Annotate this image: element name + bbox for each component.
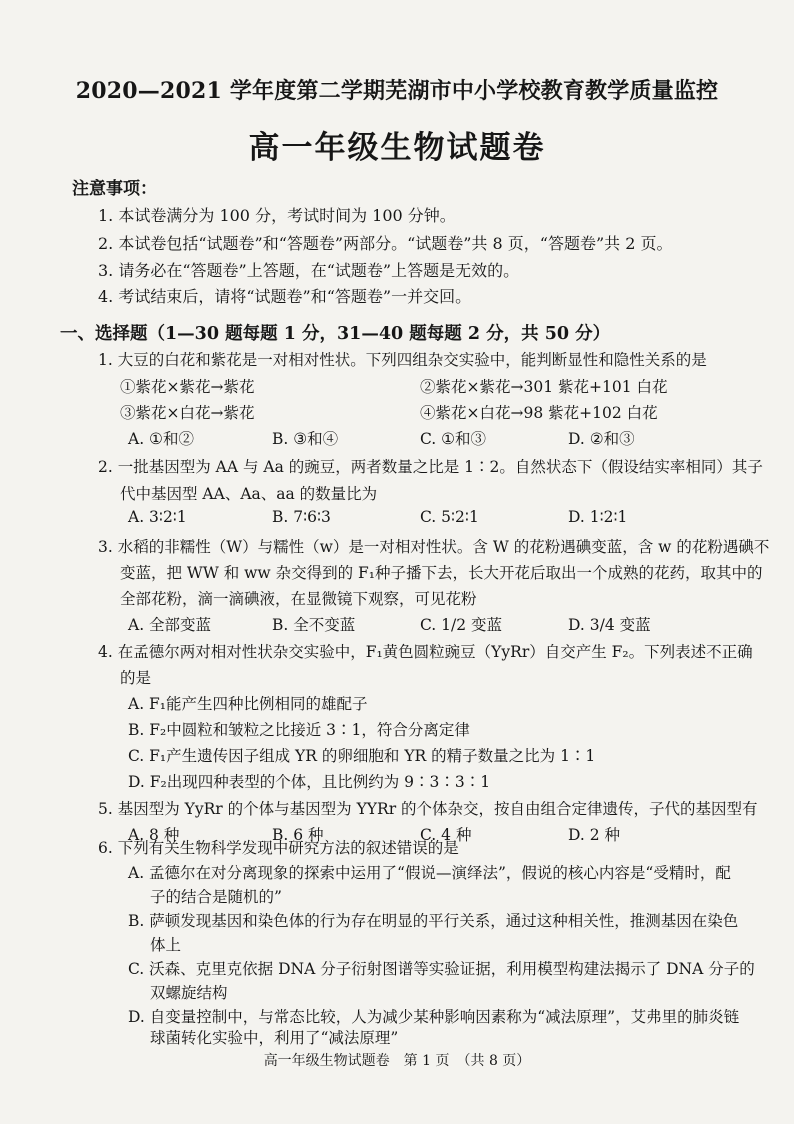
q6-option-d-line2: 球菌转化实验中，利用了“减法原理” (150, 1029, 399, 1047)
q1-option-b: B. ③和④ (272, 430, 339, 448)
q4-stem-line1: 4. 在孟德尔两对相对性状杂交实验中，F₁黄色圆粒豌豆（YyRr）自交产生 F₂。下列表述不正确 (98, 643, 753, 661)
section-title: 一、选择题（1—30 题每题 1 分，31—40 题每题 2 分，共 50 分） (60, 324, 611, 344)
exam-title-line2: 高一年级生物试题卷 (248, 130, 546, 166)
q2-stem-line2: 代中基因型 AA、Aa、aa 的数量比为 (120, 485, 378, 503)
q1-stem: 1. 大豆的白花和紫花是一对相对性状。下列四组杂交实验中，能判断显性和隐性关系的是 (98, 351, 707, 369)
q5-option-c: C. 4 种 (420, 826, 472, 844)
notes-heading: 注意事项： (72, 179, 157, 199)
q2-option-c: C. 5∶2∶1 (420, 508, 479, 526)
q5-option-a: A. 8 种 (128, 826, 180, 844)
q6-option-b-line2: 体上 (150, 936, 182, 954)
q1-option-a: A. ①和② (128, 430, 194, 448)
q2-option-d: D. 1∶2∶1 (568, 508, 628, 526)
q3-option-a: A. 全部变蓝 (128, 616, 212, 634)
q5-stem: 5. 基因型为 YyRr 的个体与基因型为 YYRr 的个体杂交，按自由组合定律遗传，子代的基因型有 (98, 800, 758, 818)
q6-option-b-line1: B. 萨顿发现基因和染色体的行为存在明显的平行关系，通过这种相关性，推测基因在染色 (128, 912, 739, 930)
q4-option-d: D. F₂出现四种表型的个体，且比例约为 9∶3∶3∶1 (128, 773, 491, 791)
q6-stem: 6. 下列有关生物科学发现中研究方法的叙述错误的是 (98, 839, 459, 857)
exam-title-line1: 2020—2021 学年度第二学期芜湖市中小学校教育教学质量监控 (75, 78, 719, 104)
q6-option-c-line1: C. 沃森、克里克依据 DNA 分子衍射图谱等实验证据，利用模型构建法揭示了 DNA 分子的 (128, 960, 755, 978)
q2-option-b: B. 7∶6∶3 (272, 508, 331, 526)
q1-experiment-1: ①紫花×紫花→紫花 (120, 378, 255, 396)
q5-option-b: B. 6 种 (272, 826, 324, 844)
page-footer: 高一年级生物试题卷 第 1 页 （共 8 页） (263, 1053, 531, 1069)
q1-experiment-4: ④紫花×白花→98 紫花+102 白花 (420, 404, 658, 422)
q1-option-d: D. ②和③ (568, 430, 635, 448)
q6-option-d-line1: D. 自变量控制中，与常态比较，人为减少某种影响因素称为“减法原理”，艾弗里的肺炎链 (128, 1008, 740, 1026)
q3-stem-line3: 全部花粉，滴一滴碘液，在显微镜下观察，可见花粉 (120, 590, 477, 608)
q4-stem-line2: 的是 (120, 669, 152, 687)
q5-option-d: D. 2 种 (568, 826, 621, 844)
q4-option-b: B. F₂中圆粒和皱粒之比接近 3∶1，符合分离定律 (128, 721, 470, 739)
note-item-1: 1. 本试卷满分为 100 分，考试时间为 100 分钟。 (98, 206, 456, 225)
q3-stem-line1: 3. 水稻的非糯性（W）与糯性（w）是一对相对性状。含 W 的花粉遇碘变蓝，含 w 的花粉遇碘不 (98, 538, 770, 556)
q3-option-c: C. 1/2 变蓝 (420, 616, 503, 634)
q6-option-a-line2: 子的结合是随机的” (150, 888, 282, 906)
q4-option-a: A. F₁能产生四种比例相同的雄配子 (128, 695, 368, 713)
q1-option-c: C. ①和③ (420, 430, 487, 448)
q2-option-a: A. 3∶2∶1 (128, 508, 187, 526)
q6-option-a-line1: A. 孟德尔在对分离现象的探索中运用了“假说—演绎法”，假说的核心内容是“受精时，配 (128, 864, 731, 882)
note-item-3: 3. 请务必在“答题卷”上答题，在“试题卷”上答题是无效的。 (98, 261, 520, 280)
q3-option-d: D. 3/4 变蓝 (568, 616, 651, 634)
note-item-4: 4. 考试结束后，请将“试题卷”和“答题卷”一并交回。 (98, 287, 472, 306)
q1-experiment-2: ②紫花×紫花→301 紫花+101 白花 (420, 378, 668, 396)
q2-stem-line1: 2. 一批基因型为 AA 与 Aa 的豌豆，两者数量之比是 1∶2。自然状态下（假设结实率相同）其子 (98, 458, 763, 476)
note-item-2: 2. 本试卷包括“试题卷”和“答题卷”两部分。“试题卷”共 8 页，“答题卷”共 2 页。 (98, 234, 673, 253)
q3-option-b: B. 全不变蓝 (272, 616, 356, 634)
q3-stem-line2: 变蓝，把 WW 和 ww 杂交得到的 F₁种子播下去，长大开花后取出一个成熟的花药，取其中的 (120, 564, 763, 582)
q1-experiment-3: ③紫花×白花→紫花 (120, 404, 255, 422)
q6-option-c-line2: 双螺旋结构 (150, 984, 228, 1002)
q4-option-c: C. F₁产生遗传因子组成 YR 的卵细胞和 YR 的精子数量之比为 1∶1 (128, 747, 596, 765)
